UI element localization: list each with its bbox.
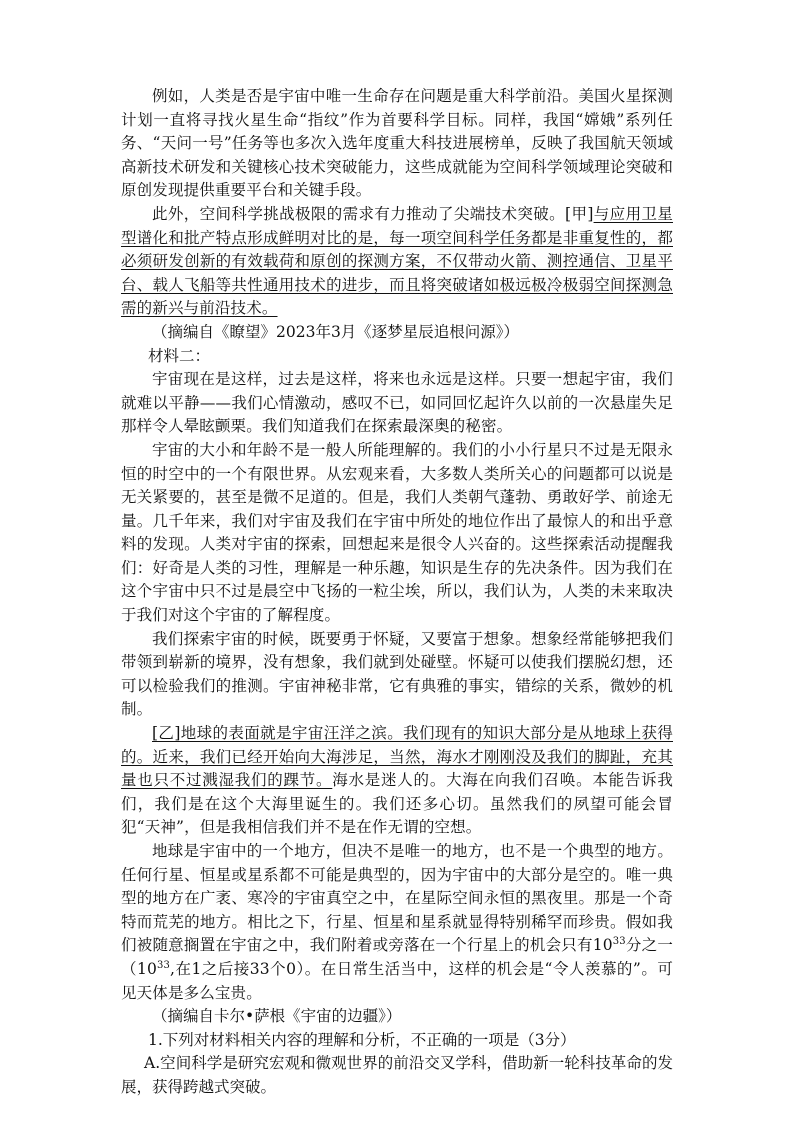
paragraph-universe-now: 宇宙现在是这样，过去是这样，将来也永远是这样。只要一想起宇宙，我们就难以平静——我们心情激动，感叹不已，如同回忆起许久以前的一次悬崖失足那样令人晕眩颤栗。我们知道我们在探索最深奥的秘密。	[121, 370, 673, 436]
paragraph-explore-doubt: 我们探索宇宙的时候，既要勇于怀疑，又要富于想象。想象经常能够把我们带领到崭新的境界，没有想象，我们就到处碰壁。怀疑可以使我们摆脱幻想，还可以检验我们的推测。宇宙神秘非常，它有典雅的事实，错综的关系，微妙的机制。	[121, 629, 673, 719]
paragraph-jia	[121, 203, 673, 321]
option-a: A.空间科学是研究宏观和微观世界的前沿交叉学科，借助新一轮科技革命的发展，获得跨越式突破。	[121, 1054, 673, 1096]
underlined-passage-yi: [乙]地球的表面就是宇宙汪洋之滨。我们现有的知识大部分是从地球上获得的。近来，我们已经开始向大海涉足，当然，海水才刚刚没及我们的脚趾，充其量也只不过溅湿我们的踝节。	[121, 724, 673, 790]
source-citation-2: （摘编自卡尔•萨根《宇宙的边疆》）	[152, 1007, 402, 1026]
question-1: 1.下列对材料相关内容的理解和分析，不正确的一项是（3分）	[148, 1030, 576, 1049]
paragraph-earth-place	[121, 840, 673, 1005]
source-citation-1: （摘编自《瞭望》2023年3月《逐梦星辰追根问源》）	[152, 322, 520, 341]
exponent-1: 33	[612, 936, 626, 948]
material-two-heading: 材料二：	[148, 346, 211, 365]
paragraph-universe-size: 宇宙的大小和年龄不是一般人所能理解的。我们的小小行星只不过是无限永恒的时空中的一个有限世界。从宏观来看，大多数人类所关心的问题都可以说是无关紧要的，甚至是微不足道的。但是，我们人类朝气蓬勃、勇敢好学、前途无量。几千年来，我们对宇宙及我们在宇宙中所处的地位作出了最惊人的和出乎意料的发现。人类对宇宙的探索，回想起来是很令人兴奋的。这些探索活动提醒我们：好奇是人类的习性，理解是一种乐趣，知识是生存的先决条件。因为我们在这个宇宙中只不过是晨空中飞扬的一粒尘埃，所以，我们认为，人类的未来取决于我们对这个宇宙的了解程度。	[121, 440, 673, 625]
paragraph-yi	[121, 722, 673, 840]
paragraph-yi-rest: 海水是迷人的。大海在向我们召唤。本能告诉我们，我们是在这个大海里诞生的。我们还多心切。虽然我们的夙望可能会冒犯“天神”，但是我相信我们并不是在作无谓的空想。	[121, 771, 674, 837]
paragraph-mars-life: 例如，人类是否是宇宙中唯一生命存在问题是重大科学前沿。美国火星探测计划一直将寻找火星生命“指纹”作为首要科学目标。同样，我国“嫦娥”系列任务、“天问一号”任务等也多次入选年度重大科技进展榜单，反映了我国航天领域高新技术研发和关键核心技术突破能力，这些成就能为空间科学领域理论突破和原创发现提供重要平台和关键手段。	[121, 87, 673, 200]
exponent-2: 33	[157, 959, 171, 971]
document-page	[121, 85, 673, 1100]
underlined-passage-jia: 与应用卫星型谱化和批产特点形成鲜明对比的是，每一项空间科学任务都是非重复性的，都必须研发创新的有效载荷和原创的探测方案，不仅带动火箭、测控通信、卫星平台、载人飞船等共性通用技术的进步，而且将突破诸如极远极冷极弱空间探测急需的新兴与前沿技术。	[121, 204, 673, 318]
paragraph-earth-part-b: 分之一（10	[121, 936, 674, 978]
paragraph-jia-lead: 此外，空间科学挑战极限的需求有力推动了尖端技术突破。[甲]	[152, 204, 594, 223]
paragraph-earth-part-c: ,在1之后接33个0）。在日常生活当中，这样的机会是“令人羡慕的”。可见天体是多么宝贵。	[121, 959, 673, 1002]
paragraph-earth-part-a: 地球是宇宙中的一个地方，但决不是唯一的地方，也不是一个典型的地方。任何行星、恒星或星系都不可能是典型的，因为宇宙中的大部分是空的。唯一典型的地方在广袤、寒冷的宇宙真空之中，在星际空间永恒的黑夜里。那是一个奇特而荒芜的地方。相比之下，行星、恒星和星系就显得特别稀罕而珍贵。假如我们被随意搁置在宇宙之中，我们附着或旁落在一个行星上的机会只有10	[121, 842, 673, 955]
